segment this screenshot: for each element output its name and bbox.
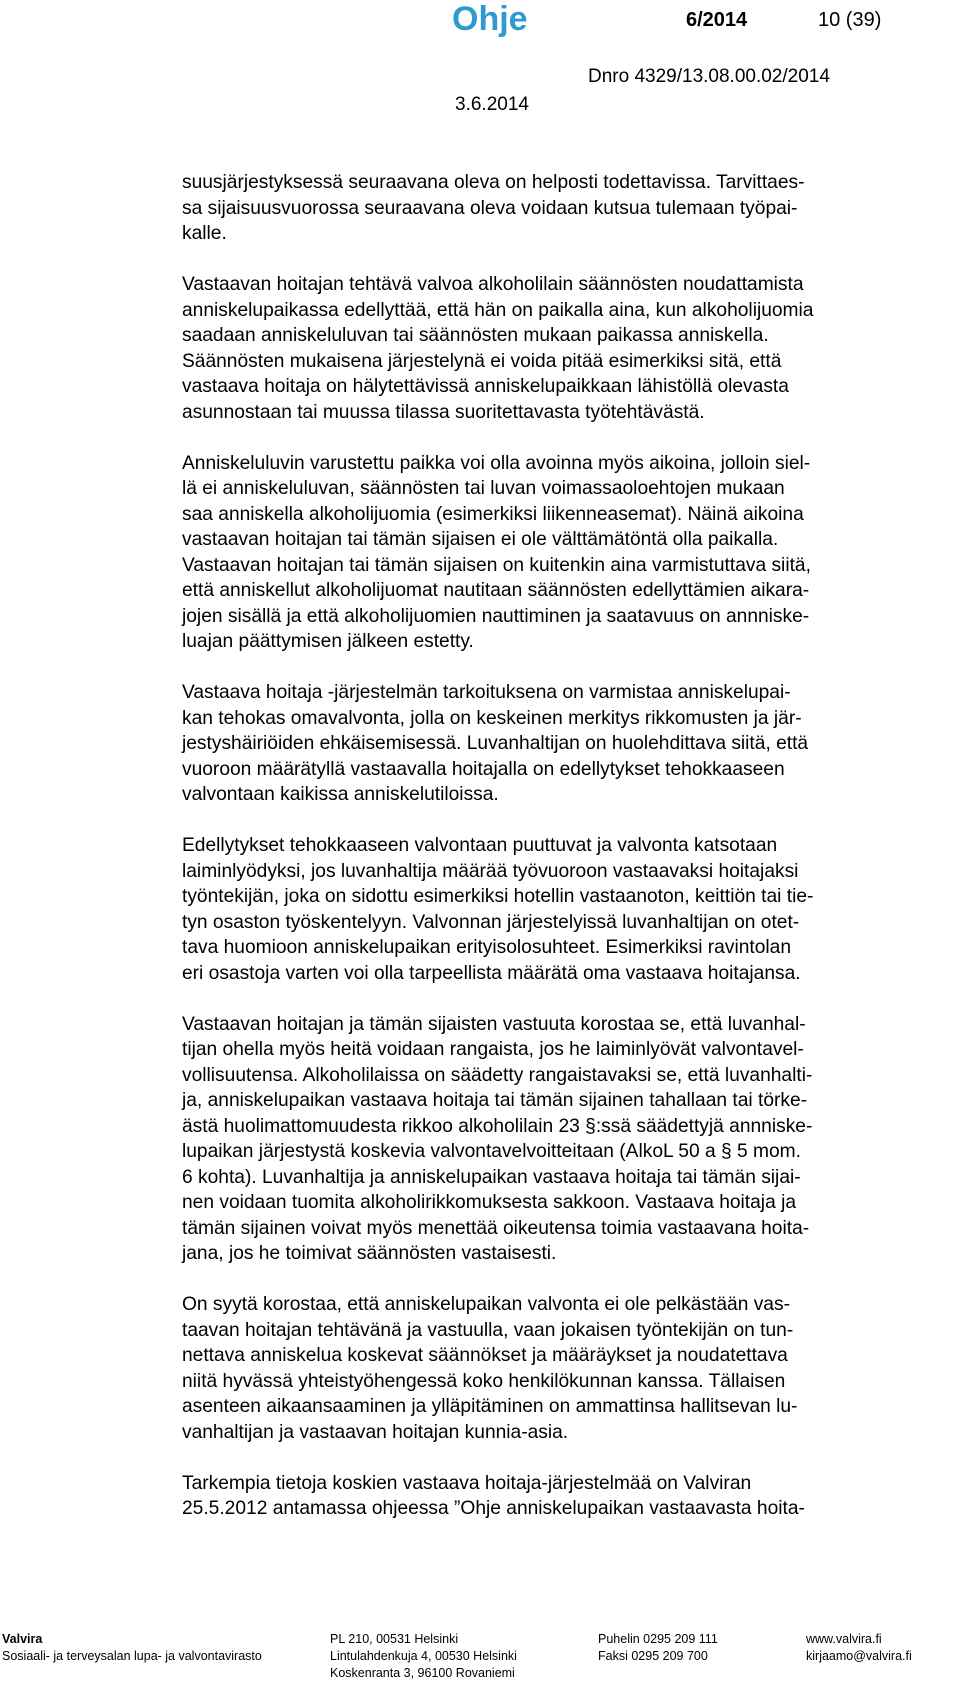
page-number: 10 (39) xyxy=(818,9,882,31)
document-date: 3.6.2014 xyxy=(455,94,529,115)
footer-org-name: Valvira xyxy=(2,1632,43,1646)
paragraph: Vastaavan hoitajan tehtävä valvoa alkoholilain säännösten noudattamista anniskelupaikassa edellyttää, että hän on paikalla aina, kun alkoholijuomia saadaan anniskeluluvan tai säännösten mukaan paikassa anniskella. Säännösten mukaisena järjestelynä ei voida pitää esimerkiksi sitä, että vastaava hoitaja on hälytettävissä anniskelupaikkaan lähistöllä olevasta asunnostaan tai muussa tilassa suoritettavasta työtehtävästä. xyxy=(182,274,814,423)
paragraph: Edellytykset tehokkaaseen valvontaan puuttuvat ja valvonta katsotaan laiminlyödyksi, jos luvanhaltija määrää työvuoroon vastaavaksi hoitajaksi työntekijän, joka on sidottu esimerkiksi hotellin vastaanoton, keittiön tai tie- tyn osaston työskentelyyn. Valvonnan järjestelyissä luvanhaltijan on otet- tava huomioon anniskelupaikan erityisolosuhteet. Esimerkiksi ravintolan eri osastoja varten voi olla tarpeellista määrätä oma vastaava hoitajansa. xyxy=(182,835,814,984)
footer-web xyxy=(806,1631,912,1665)
page-footer xyxy=(0,1631,960,1680)
footer-address: Koskenranta 3, 96100 Rovaniemi xyxy=(330,1666,515,1680)
footer-org xyxy=(2,1631,262,1665)
footer-fax: Faksi 0295 209 700 xyxy=(598,1649,708,1663)
paragraph: Anniskeluluvin varustettu paikka voi olla avoinna myös aikoina, jolloin siel- lä ei anniskeluluvan, säännösten tai luvan voimassaoloehtojen mukaan saa anniskella alkoholijuomia (esimerkiksi liikenneasemat). Näinä aikoina vastaavan hoitajan tai tämän sijaisen ei ole välttämätöntä olla paikalla. Vastaavan hoitajan tai tämän sijaisen on kuitenkin aina varmistuttava siitä, että anniskellut alkoholijuomat nautitaan säännösten edellyttämien aikara- jojen sisällä ja että alkoholijuomien nauttiminen ja saatavuus on annniske- luajan päättymisen jälkeen estetty. xyxy=(182,452,811,652)
footer-phone: Puhelin 0295 209 111 xyxy=(598,1632,718,1646)
footer-addresses xyxy=(330,1631,517,1682)
record-number: Dnro 4329/13.08.00.02/2014 xyxy=(588,66,830,87)
footer-website-link[interactable]: www.valvira.fi xyxy=(806,1632,882,1646)
footer-contact xyxy=(598,1631,718,1665)
document-type-title: Ohje xyxy=(452,0,528,38)
footer-email-link[interactable]: kirjaamo@valvira.fi xyxy=(806,1649,912,1663)
footer-org-desc: Sosiaali- ja terveysalan lupa- ja valvontavirasto xyxy=(2,1649,262,1663)
footer-address: PL 210, 00531 Helsinki xyxy=(330,1632,459,1646)
paragraph: suusjärjestyksessä seuraavana oleva on helposti todettavissa. Tarvittaes- sa sijaisuusvuorossa seuraavana oleva voidaan kutsua tulemaan työpai- kalle. xyxy=(182,172,805,244)
paragraph: Vastaavan hoitajan ja tämän sijaisten vastuuta korostaa se, että luvanhal- tijan ohella myös heitä voidaan rangaista, jos he laiminlyövät valvontavel- vollisuutensa. Alkoholilaissa on säädetty rangaistavaksi se, että luvanhalti- ja, anniskelupaikan vastaava hoitaja tai tämän sijainen tahallaan tai törke- ästä huolimattomuudesta rikkoo alkoholilain 23 §:ssä säädettyjä annniske- lupaikan järjestystä koskevia valvontavelvoitteitaan (AlkoL 50 a § 5 mom. 6 kohta). Luvanhaltija ja anniskelupaikan vastaava hoitaja tai tämän sijai- nen voidaan tuomita alkoholirikkomuksesta sakkoon. Vastaava hoitaja ja tämän sijainen voivat myös menettää oikeutensa toimia vastaavana hoita- jana, jos he toimivat säännösten vastaisesti. xyxy=(182,1013,813,1264)
body-text xyxy=(182,170,942,1522)
paragraph: On syytä korostaa, että anniskelupaikan valvonta ei ole pelkästään vas- taavan hoitajan tehtävänä ja vastuulla, vaan jokaisen työntekijän on tun- nettava anniskelua koskevat säännökset ja määräykset ja noudatettava niitä hyvässä yhteistyöhengessä koko henkilökunnan kanssa. Tällaisen asenteen aikaansaaminen ja ylläpitäminen on ammattinsa hallitsevan lu- vanhaltijan ja vastaavan hoitajan kunnia-asia. xyxy=(182,1294,798,1443)
paragraph: Vastaava hoitaja -järjestelmän tarkoituksena on varmistaa anniskelupai- kan tehokas omavalvonta, jolla on keskeinen merkitys rikkomusten ja jär- jestyshäiriöiden ehkäisemisessä. Luvanhaltijan on huolehdittava siitä, että vuoroon määrätyllä vastaavalla hoitajalla on edellytykset tehokkaaseen valvontaan kaikissa anniskelutiloissa. xyxy=(182,682,809,805)
document-number: 6/2014 xyxy=(686,9,748,31)
footer-address: Lintulahdenkuja 4, 00530 Helsinki xyxy=(330,1649,517,1663)
paragraph: Tarkempia tietoja koskien vastaava hoitaja-järjestelmää on Valviran 25.5.2012 antamassa ohjeessa ”Ohje anniskelupaikan vastaavasta hoita- xyxy=(182,1472,805,1519)
